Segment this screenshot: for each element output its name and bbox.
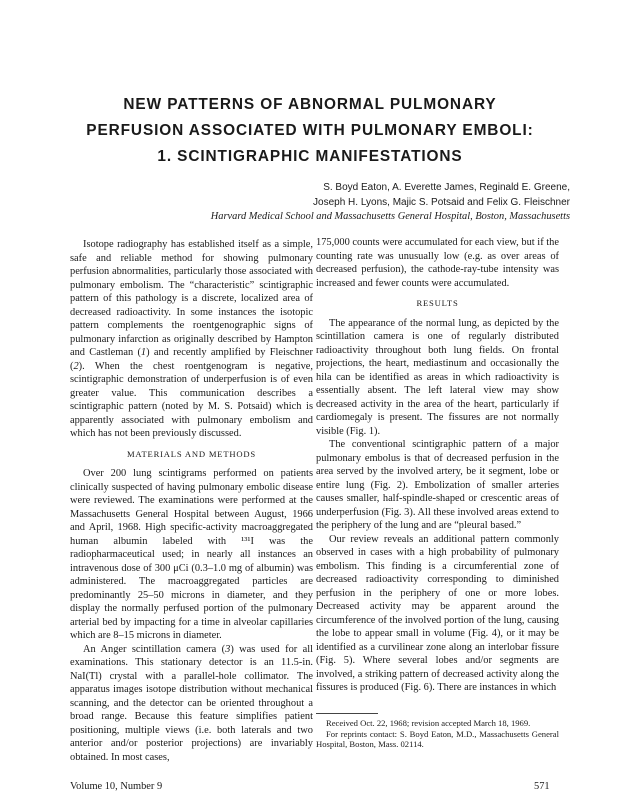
methods-text-b: ) was used for all examinations. This stationary detector is an 11.5-in. NaI(Tl) crystal with a parallel-hole collimator. The apparatus images isotope distribution without mechanical scanning, and the detector can be oriented throughout a broad range. Because this feature simplifies patient positioning, multiple views (i.e. both laterals and two anterior and/or posterior projections) are invariably obtained. In most cases, xyxy=(70,643,314,763)
article-title xyxy=(40,92,580,170)
intro-text-c: ). When the chest roentgenogram is negative, scintigraphic demonstration of underperfusion is of even greater value. This communication describes a scintigraphic pattern (noted by M. S. Potsaid) which is apparently associated with pulmonary embolism and which has not been previously discussed. xyxy=(70,360,313,439)
methods-text-a: An Anger scintillation camera ( xyxy=(83,643,226,655)
received-note: Received Oct. 22, 1968; revision accepted March 18, 1969. xyxy=(326,718,531,728)
methods-heading: MATERIALS AND METHODS xyxy=(126,448,256,459)
ref-3: 3 xyxy=(225,643,231,655)
methods-paragraph-1: Over 200 lung scintigrams performed on patients clinically suspected of having pulmonary embolic disease were reviewed. The examinations were performed at the Massachusetts General Hospital between August, 1966 and April, 1968. High specific-activity macroaggregated human albumin labeled with ¹³¹I was the radiopharmaceutical used; in nearly all instances an intravenous dose of 300 μCi (0.3–1.0 mg of albumin) was administered. The macroaggregated particles are predominantly 25–50 microns in diameter, and they display the normally perfused portion of the pulmonary arterial bed by impacting for a time in alveolar capillaries which are 8–15 microns in diameter. xyxy=(70,468,313,641)
results-heading: RESULTS xyxy=(416,298,459,308)
title-line-1: NEW PATTERNS OF ABNORMAL PULMONARY xyxy=(123,96,497,113)
reprints-note: For reprints contact: S. Boyd Eaton, M.D., Massachusetts General Hospital, Boston, Mass. 02114. xyxy=(316,728,559,750)
affiliation: Harvard Medical School and Massachusetts General Hospital, Boston, Massachusetts xyxy=(210,211,570,222)
journal-volume: Volume 10, Number 9 xyxy=(70,781,163,792)
author-list xyxy=(313,180,570,210)
footnotes xyxy=(316,718,559,750)
methods-paragraph-2 xyxy=(70,643,313,765)
footnote-rule xyxy=(316,713,378,714)
title-line-2: PERFUSION ASSOCIATED WITH PULMONARY EMBOLI: xyxy=(86,122,534,139)
continued-paragraph: 175,000 counts were accumulated for each view, but if the counting rate was unusually low (e.g. as over areas of decreased perfusion), the cathode-ray-tube intensity was increased and fewer counts were accumulated. xyxy=(316,237,559,289)
results-paragraph-1: The appearance of the normal lung, as depicted by the scintillation camera is one of regularly distributed radioactivity throughout both lung fields. On frontal projections, the heart, mediastinum and occasionally the hila can be identified as areas in which radioactivity is essentially absent. The left lateral view may show decreased activity in the area of the heart, particularly if cardiomegaly is present. The fissures are not normally visible (Fig. 1). xyxy=(316,317,559,437)
left-column xyxy=(70,238,313,764)
right-column xyxy=(316,236,559,695)
author-line-2: Joseph H. Lyons, Majic S. Potsaid and Felix G. Fleischner xyxy=(313,197,570,208)
author-line-1: S. Boyd Eaton, A. Everette James, Reginald E. Greene, xyxy=(323,182,570,193)
intro-text-b: ) and recently amplified by Fleischner ( xyxy=(70,347,313,372)
intro-paragraph xyxy=(70,238,313,441)
intro-text-a: Isotope radiography has established itself as a simple, safe and reliable method for showing pulmonary perfusion abnormalities, particularly those associated with pulmonary embolism. The “characteristic” scintigraphic pattern of this pathology is a discrete, localized area of decreased radioactivity. In some instances the isotopic pattern complements the roentgenographic signs of pulmonary infarction as originally described by Hampton and Castleman ( xyxy=(70,239,313,358)
results-paragraph-3: Our review reveals an additional pattern commonly observed in cases with a high probability of pulmonary embolism. This finding is a circumferential zone of decreased radioactivity corresponding to diminished perfusion in the periphery of one or more lobes. Decreased activity may be apparent around the circumference of the involved portion of the lung, causing the lobe to appear small in volume (Fig. 4), or it may be identified as a curvilinear zone along an interlobar fissure (Fig. 5). Where several lobes and/or segments are involved, a striking pattern of decreased activity along the fissures is produced (Fig. 6). There are instances in which xyxy=(316,533,559,693)
ref-2: 2 xyxy=(73,360,79,372)
page-number: 571 xyxy=(534,781,550,792)
ref-1: 1 xyxy=(140,347,147,358)
title-line-3: 1. SCINTIGRAPHIC MANIFESTATIONS xyxy=(157,148,463,165)
results-paragraph-2: The conventional scintigraphic pattern of a major pulmonary embolus is that of decreased perfusion in the area served by the involved artery, be it segment, lobe or entire lung (Fig. 2). Embolization of smaller arteries causes smaller, half-spindle-shaped or crescentic areas of underperfusion (Fig. 3). All these involved areas extend to the periphery of the lung and are “pleural based.” xyxy=(316,439,559,531)
